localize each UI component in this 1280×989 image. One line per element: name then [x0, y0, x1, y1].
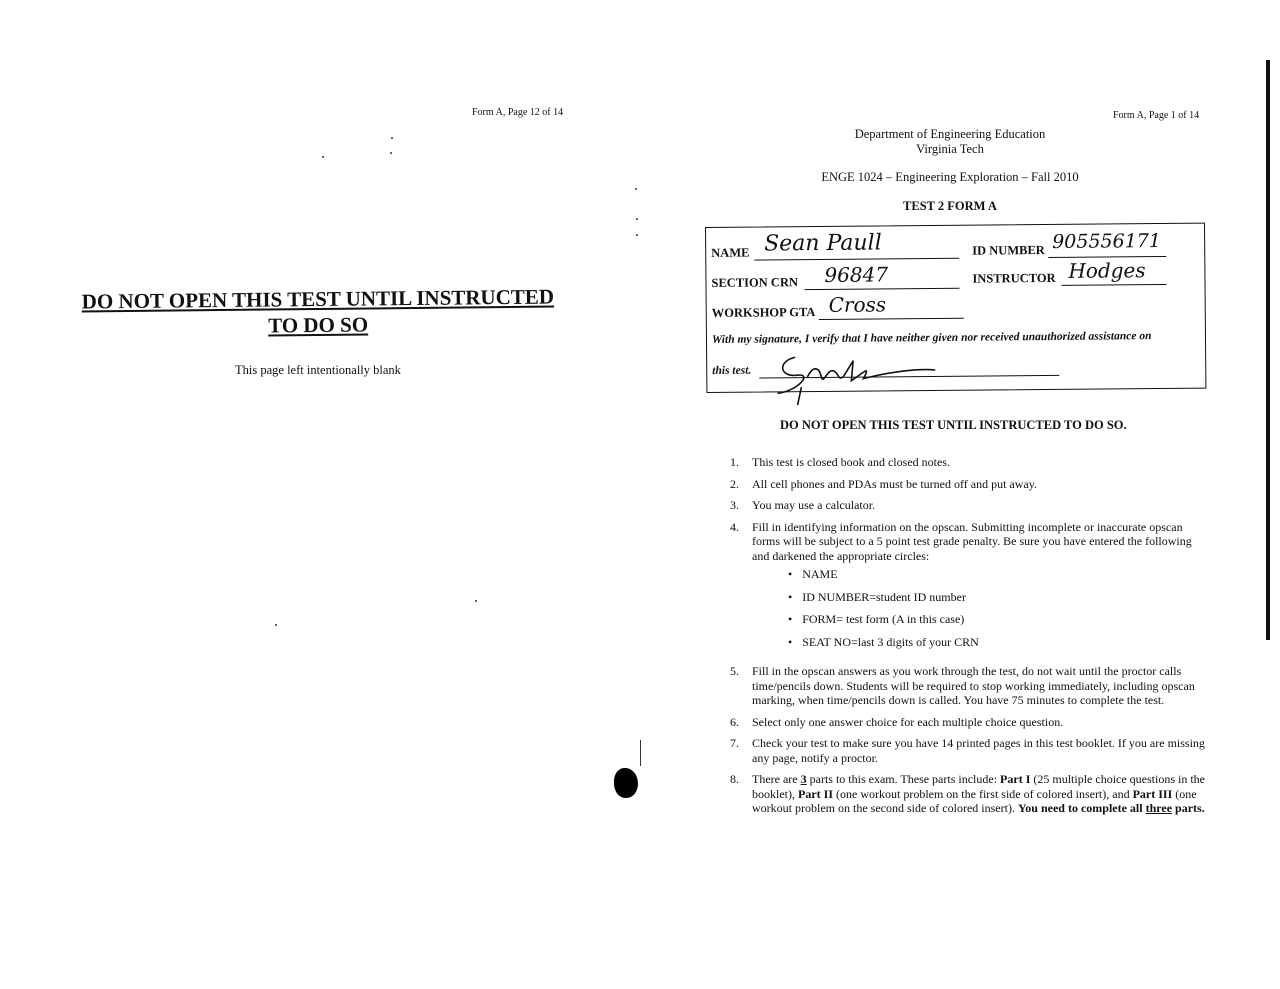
instruction-text: You may use a calculator. — [752, 498, 876, 512]
scan-speck — [391, 137, 393, 139]
course-title: ENGE 1024 – Engineering Exploration – Fall 2010 — [821, 170, 1079, 184]
left-page-number: Form A, Page 12 of 14 — [472, 107, 564, 118]
text-run: There are — [752, 772, 801, 786]
part-three-label: Part III — [1132, 786, 1173, 801]
workshop-gta-line — [819, 318, 964, 320]
scan-speck — [322, 156, 324, 158]
left-heading-line-2: TO DO SO — [268, 312, 369, 338]
instruction-text — [752, 772, 1210, 816]
left-page-heading — [78, 283, 559, 340]
test-form-title: TEST 2 FORM A — [903, 199, 997, 213]
instruction-number: 4. — [730, 519, 739, 534]
scan-mark — [640, 740, 641, 766]
instructor-label: INSTRUCTOR — [972, 270, 1056, 286]
instructor-line — [1062, 284, 1167, 286]
name-line — [754, 258, 959, 261]
instruction-text: This test is closed book and closed notes. — [752, 455, 950, 469]
part-two-label: Part II — [798, 786, 833, 801]
instruction-item — [730, 455, 1210, 470]
signature-scribble — [767, 346, 937, 405]
instruction-text: Check your test to make sure you have 14 printed pages in this test booklet. If you are missing any page, notify a proctor. — [752, 736, 1205, 765]
instruction-item — [730, 715, 1210, 730]
certification-text: With my signature, I verify that I have neither given nor received unauthorized assistance on — [711, 330, 1152, 346]
student-info-box — [705, 223, 1206, 393]
name-handwritten: Sean Paull — [764, 230, 882, 257]
bullet-item: • SEAT NO=last 3 digits of your CRN — [788, 635, 1210, 650]
instruction-item — [730, 664, 1210, 708]
text-run: (25 multiple choice questions in the booklet), — [752, 772, 1206, 801]
department-header — [800, 127, 1100, 157]
id-number-handwritten: 905556171 — [1052, 230, 1162, 253]
opscan-bullet-list — [788, 567, 1210, 649]
instructions-list — [730, 455, 1210, 823]
complete-all-notice-end: parts. — [1172, 801, 1205, 815]
right-page-number: Form A, Page 1 of 14 — [1113, 110, 1200, 121]
blank-page-note: This page left intentionally blank — [235, 363, 401, 377]
complete-all-notice: You need to complete all — [1017, 801, 1146, 815]
instruction-text: Fill in identifying information on the opscan. Submitting incomplete or inaccurate opscan forms will be subject to a 5 point test grade penalty. Be sure you have entered the following and darkened the appropriate circles: — [752, 519, 1192, 563]
three-emphasis: three — [1145, 801, 1173, 815]
scan-speck — [475, 600, 477, 602]
instruction-item — [730, 498, 1210, 513]
instruction-item — [730, 736, 1210, 765]
scan-speck — [636, 234, 638, 236]
scan-speck — [635, 188, 637, 190]
instruction-number: 3. — [730, 498, 739, 512]
text-run: (one workout problem on the first side of colored insert), and — [833, 786, 1133, 801]
section-crn-label: SECTION CRN — [711, 275, 799, 290]
name-label: NAME — [711, 245, 750, 260]
instruction-item — [730, 477, 1210, 492]
scan-speck — [636, 218, 638, 220]
ink-blot — [614, 768, 638, 798]
left-heading-line-1: DO NOT OPEN THIS TEST UNTIL INSTRUCTED — [81, 284, 555, 314]
instruction-item — [730, 520, 1210, 658]
certification-text-end: this test. — [712, 364, 752, 377]
scan-edge-shadow — [1266, 60, 1270, 640]
department-name: Department of Engineering Education — [854, 127, 1046, 141]
section-crn-handwritten: 96847 — [824, 262, 889, 287]
instruction-text: Fill in the opscan answers as you work through the test, do not wait until the proctor calls time/pencils down. Students will be required to stop working immediately, including opscan marking, when time/pencils down is called. You have 75 minutes to complete the test. — [752, 664, 1195, 707]
bullet-item: • FORM= test form (A in this case) — [788, 612, 1210, 627]
workshop-gta-handwritten: Cross — [828, 292, 887, 317]
instruction-number: 6. — [730, 714, 739, 729]
text-run: parts to this exam. These parts include: — [806, 772, 1001, 786]
instructor-handwritten: Hodges — [1068, 258, 1146, 283]
bullet-item: • NAME — [788, 567, 1210, 582]
workshop-gta-label: WORKSHOP GTA — [711, 305, 816, 320]
scan-speck — [390, 152, 392, 154]
instruction-body — [752, 520, 1210, 658]
instruction-item — [730, 772, 1210, 816]
do-not-open-warning: DO NOT OPEN THIS TEST UNTIL INSTRUCTED TO DO SO. — [780, 418, 1127, 432]
instruction-number: 8. — [730, 772, 739, 786]
bullet-item: • ID NUMBER=student ID number — [788, 590, 1210, 605]
scan-speck — [275, 624, 277, 626]
instruction-number: 2. — [730, 476, 739, 491]
university-name: Virginia Tech — [916, 142, 984, 156]
instruction-number: 7. — [730, 736, 739, 750]
parts-count: 3 — [800, 772, 807, 786]
section-crn-line — [805, 288, 960, 290]
instruction-number: 5. — [730, 664, 739, 678]
id-number-label: ID NUMBER — [972, 243, 1045, 258]
text-run: (one workout problem on the second side of colored insert). — [752, 786, 1197, 815]
instruction-number: 1. — [730, 455, 739, 469]
instruction-text: Select only one answer choice for each multiple choice question. — [752, 714, 1064, 729]
instruction-text: All cell phones and PDAs must be turned off and put away. — [752, 476, 1037, 491]
part-one-label: Part I — [1000, 772, 1031, 786]
